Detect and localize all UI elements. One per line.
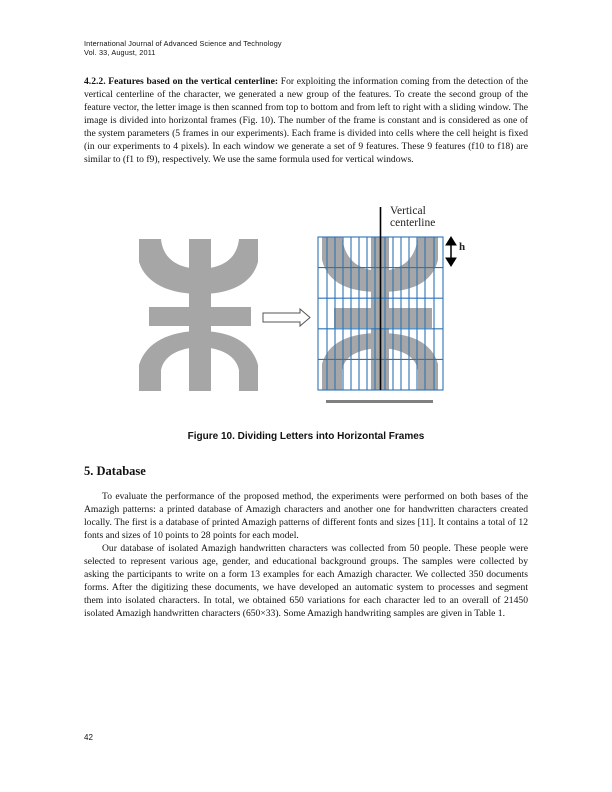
baseline-bar — [326, 400, 433, 403]
subsection-heading: 4.2.2. Features based on the vertical centerline: — [84, 76, 279, 87]
subsection-body: For exploiting the information coming from the detection of the vertical centerline of the character, we generated a new group of the features. To create the second group of the feature vector, the letter image is then scanned from top to bottom and from left to right with a sliding window. The image is divided into horizontal frames (Fig. 10). The number of the frame is constant and is considered as one of the system parameters (5 frames in our experiments). Each frame is divided into cells where the cell height is fixed (in our experiments to 4 pixels). In each window we generate a set of 9 features. These 9 features (f10 to f18) are similar to (f1 to f9), respectively. We use the same formula used for vertical windows. — [84, 76, 528, 165]
figure-10-graphic — [0, 200, 612, 420]
section-4-2-2 — [84, 75, 528, 166]
height-arrow-icon — [446, 237, 456, 266]
centerline-label: centerline — [390, 217, 436, 229]
section-heading-database: 5. Database — [84, 464, 146, 478]
running-head — [84, 39, 282, 58]
journal-title: International Journal of Advanced Science and Technology — [84, 39, 282, 48]
page-number: 42 — [84, 733, 93, 742]
h-label: h — [459, 241, 466, 253]
section-5-body — [84, 490, 528, 620]
journal-volume: Vol. 33, August, 2011 — [84, 48, 156, 58]
figure-10 — [0, 200, 612, 420]
vertical-label: Vertical — [390, 205, 426, 217]
amazigh-glyph-left — [139, 239, 258, 391]
paragraph: To evaluate the performance of the proposed method, the experiments were performed on both bases of the Amazigh patterns: a printed database of Amazigh characters and another one for handwritten characters created locally. The first is a database of printed Amazigh patterns of different fonts and sizes [11]. It contains a total of 12 fonts and sizes of 10 points to 28 points for each model. — [84, 491, 528, 541]
figure-caption: Figure 10. Dividing Letters into Horizontal Frames — [187, 431, 425, 442]
arrow-right-icon — [263, 309, 310, 326]
paragraph: Our database of isolated Amazigh handwritten characters was collected from 50 people. These people were selected to represent various age, gender, and educational background groups. The samples were collected by asking the participants to write on a form 13 examples for each Amazigh character. We collected 350 documents forms. After the digitizing these documents, we have developed an automatic system to processes and segment them into isolated characters. In total, we obtained 650 variations for each character led to an overall of 21450 isolated Amazigh handwritten characters (650×33). Some Amazigh handwriting samples are given in Table 1. — [84, 543, 528, 619]
